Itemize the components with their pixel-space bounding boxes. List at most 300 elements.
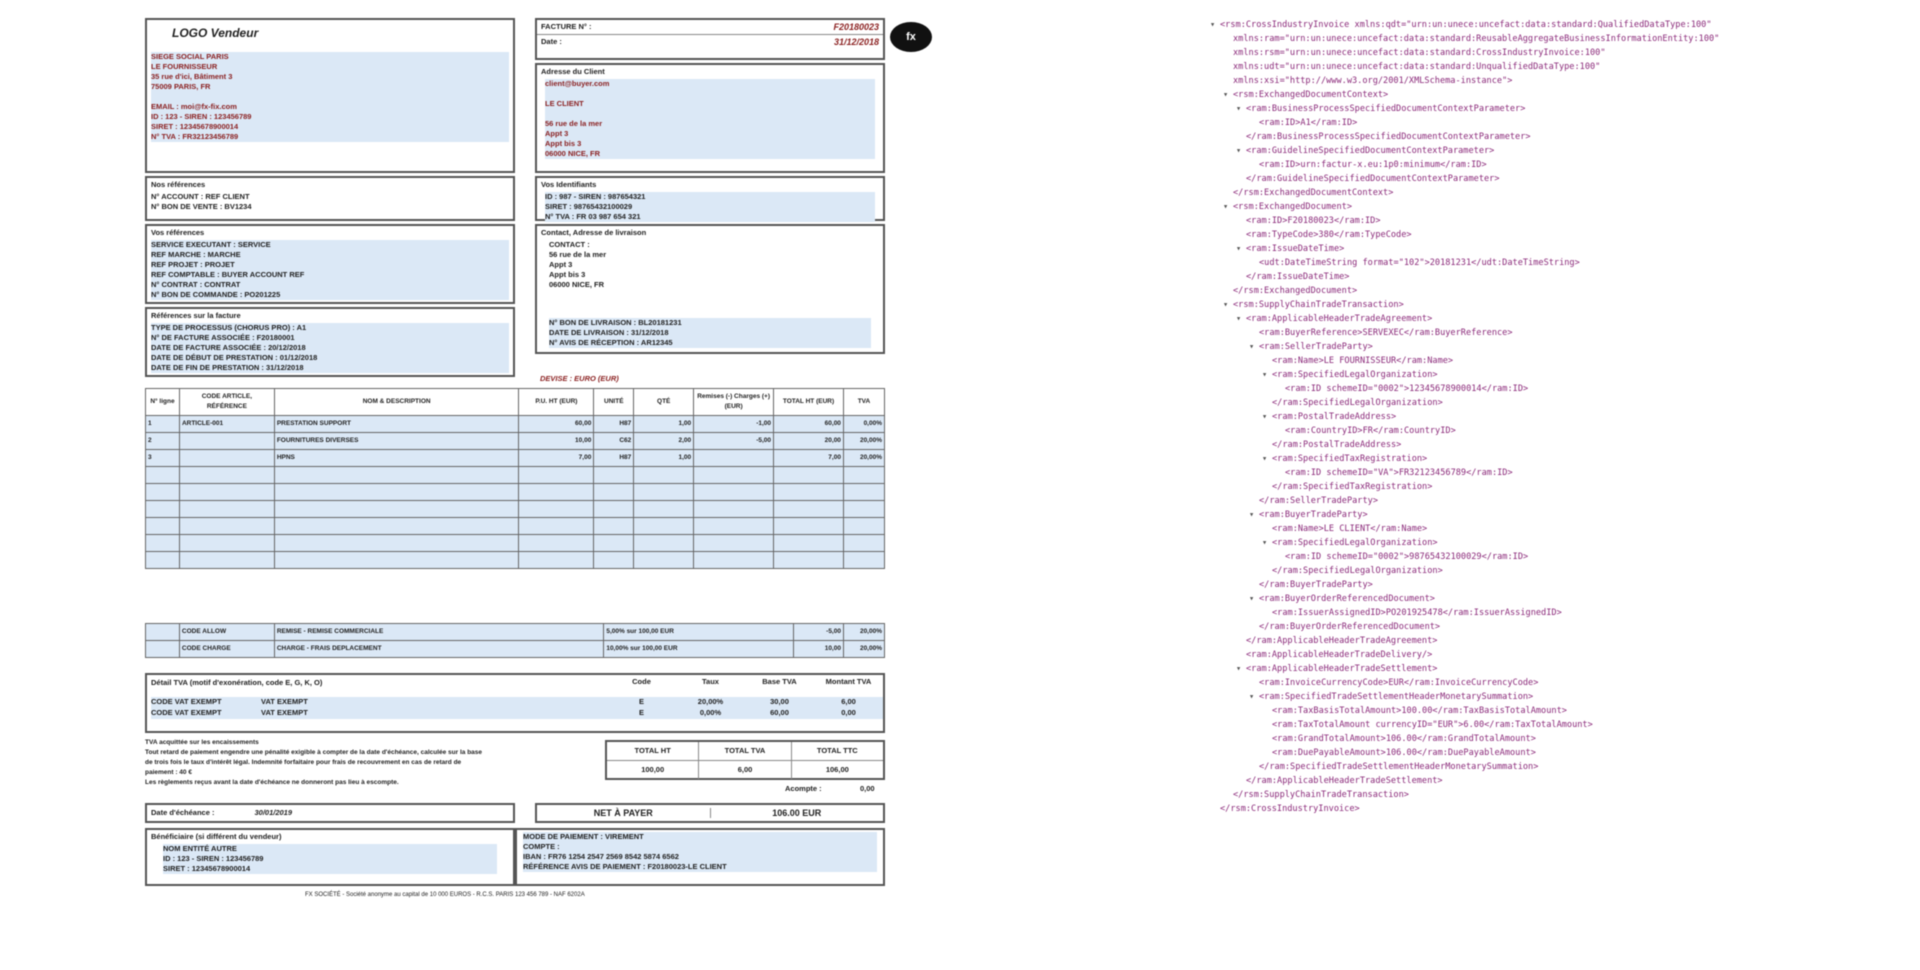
table-cell: 20,00: [774, 433, 844, 450]
xml-line-text: xmlns:rsm="urn:un:unece:uncefact:data:standard:CrossIndustryInvoice:100": [1233, 48, 1606, 58]
invoice-number: F20180023: [833, 22, 879, 32]
xml-line: [1210, 88, 1850, 102]
xml-line-text: <udt:DateTimeString format="102">20181231</udt:DateTimeString>: [1259, 258, 1580, 268]
xml-line-text: <ram:BusinessProcessSpecifiedDocumentContextParameter>: [1246, 104, 1526, 114]
lines-header-cell: TOTAL HT (EUR): [774, 389, 844, 416]
totals-value-cell: 100,00: [641, 765, 665, 774]
xml-line-text: xmlns:udt="urn:un:unece:uncefact:data:standard:UnqualifiedDataType:100": [1233, 62, 1601, 72]
vat-summary-headers: [607, 677, 883, 687]
client-ident-title: Vos Identifiants: [541, 180, 597, 189]
text-line: 56 rue de la mer: [545, 119, 875, 129]
text-line: ID : 987 - SIREN : 987654321: [545, 192, 875, 202]
text-line: LE CLIENT: [545, 99, 875, 109]
client-address-title: Adresse du Client: [541, 67, 605, 76]
xml-line: [1210, 718, 1850, 732]
table-cell: [594, 484, 634, 501]
text-line: RÉFÉRENCE AVIS DE PAIEMENT : F20180023-LE CLIENT: [523, 862, 877, 872]
text-line: SERVICE EXECUTANT : SERVICE: [151, 240, 509, 250]
lines-header-cell: QTÉ: [634, 389, 694, 416]
table-cell: [634, 552, 694, 569]
table-cell: [594, 467, 634, 484]
contact-details: [537, 240, 883, 290]
xml-line-text: <ram:ID schemeID="0002">12345678900014</ram:ID>: [1285, 384, 1529, 394]
xml-line-text: <ram:GuidelineSpecifiedDocumentContextParameter>: [1246, 146, 1495, 156]
xml-line-text: <ram:ID schemeID="VA">FR32123456789</ram:ID>: [1285, 468, 1513, 478]
table-cell: [634, 484, 694, 501]
xml-line-text: </ram:PostalTradeAddress>: [1272, 440, 1402, 450]
collapse-toggle-icon[interactable]: ▾: [1223, 90, 1229, 100]
xml-line: [1210, 550, 1850, 564]
contact-title: Contact, Adresse de livraison: [541, 228, 647, 237]
table-row: [146, 416, 885, 433]
xml-line-text: <rsm:ExchangedDocument>: [1233, 202, 1352, 212]
totals-header-cell: TOTAL HT: [634, 746, 671, 755]
text-line: DATE DE FIN DE PRESTATION : 31/12/2018: [151, 363, 509, 373]
table-cell: [594, 535, 634, 552]
table-cell: [774, 535, 844, 552]
vat-cell: 60,00: [745, 708, 814, 719]
xml-line: [1210, 788, 1850, 802]
text-line: N° BON DE COMMANDE : PO201225: [151, 290, 509, 300]
table-cell: [274, 484, 519, 501]
text-line: LE FOURNISSEUR: [151, 62, 509, 72]
table-cell: [146, 552, 180, 569]
table-cell: [274, 501, 519, 518]
xml-line: [1210, 340, 1850, 354]
table-cell: -5,00: [694, 433, 774, 450]
xml-line-text: <ram:TaxBasisTotalAmount>100.00</ram:TaxBasisTotalAmount>: [1272, 706, 1567, 716]
xml-line: [1210, 760, 1850, 774]
net-to-pay-box: [535, 803, 885, 823]
table-cell: 20,00%: [843, 624, 884, 641]
xml-line-text: <ram:BuyerTradeParty>: [1259, 510, 1368, 520]
table-cell: [843, 518, 884, 535]
collapse-toggle-icon[interactable]: ▾: [1249, 510, 1255, 520]
table-cell: 1,00: [634, 416, 694, 433]
table-cell: -1,00: [694, 416, 774, 433]
xml-line: [1210, 242, 1850, 256]
xml-line-text: </ram:BuyerOrderReferencedDocument>: [1259, 622, 1441, 632]
table-cell: [694, 518, 774, 535]
table-row: [146, 433, 885, 450]
currency-note: DEVISE : EURO (EUR): [540, 374, 619, 383]
table-cell: [179, 450, 274, 467]
table-cell: [179, 467, 274, 484]
xml-line: [1210, 410, 1850, 424]
table-cell: [146, 624, 180, 641]
buyer-refs-title: Vos références: [151, 228, 205, 237]
xml-line-text: <rsm:CrossIndustryInvoice xmlns:qdt="urn:un:unece:uncefact:data:standard:QualifiedDataType:100": [1220, 20, 1712, 30]
xml-line-text: <ram:GrandTotalAmount>106.00</ram:GrandTotalAmount>: [1272, 734, 1536, 744]
invoice-header: [535, 18, 885, 60]
payment-details: [517, 830, 883, 874]
xml-line-text: <ram:Name>LE CLIENT</ram:Name>: [1272, 524, 1428, 534]
xml-line: [1210, 172, 1850, 186]
collapse-toggle-icon[interactable]: ▾: [1262, 412, 1268, 422]
table-cell: [179, 484, 274, 501]
text-line: [545, 109, 875, 119]
text-line: client@buyer.com: [545, 79, 875, 89]
text-line: EMAIL : moi@fx-fix.com: [151, 102, 509, 112]
xml-line: [1210, 662, 1850, 676]
table-cell: REMISE - REMISE COMMERCIALE: [274, 624, 604, 641]
xml-line: [1210, 60, 1850, 74]
table-cell: [179, 501, 274, 518]
vat-cell: VAT EXEMPT: [261, 708, 607, 719]
xml-line-text: <ram:Name>LE FOURNISSEUR</ram:Name>: [1272, 356, 1454, 366]
xml-line: [1210, 522, 1850, 536]
table-cell: 7,00: [519, 450, 594, 467]
text-line: 35 rue d'ici, Bâtiment 3: [151, 72, 509, 82]
xml-line: [1210, 508, 1850, 522]
xml-line: [1210, 634, 1850, 648]
xml-line: [1210, 606, 1850, 620]
table-cell: [146, 535, 180, 552]
table-cell: 20,00%: [843, 450, 884, 467]
vat-row: [151, 708, 883, 719]
table-cell: [179, 552, 274, 569]
table-row: [146, 501, 885, 518]
totals-box: [605, 740, 885, 780]
collapse-toggle-icon[interactable]: ▾: [1249, 692, 1255, 702]
collapse-toggle-icon[interactable]: ▾: [1262, 538, 1268, 548]
invoice-refs: [147, 323, 513, 373]
xml-line: [1210, 102, 1850, 116]
xml-line: [1210, 256, 1850, 270]
table-cell: [519, 535, 594, 552]
table-cell: H87: [594, 450, 634, 467]
table-cell: 20,00%: [843, 433, 884, 450]
xml-line: [1210, 298, 1850, 312]
text-line: COMPTE :: [523, 842, 877, 852]
collapse-toggle-icon[interactable]: ▾: [1223, 202, 1229, 212]
text-line: [151, 92, 509, 102]
table-cell: HPNS: [274, 450, 519, 467]
xml-line: [1210, 620, 1850, 634]
xml-line-text: <ram:TaxTotalAmount currencyID="EUR">6.00</ram:TaxTotalAmount>: [1272, 720, 1593, 730]
xml-line-text: <ram:TypeCode>380</ram:TypeCode>: [1246, 230, 1412, 240]
lines-header-cell: N° ligne: [146, 389, 180, 416]
text-line: MODE DE PAIEMENT : VIREMENT: [523, 832, 877, 842]
collapse-toggle-icon[interactable]: ▾: [1236, 664, 1242, 674]
xml-line-text: </ram:SpecifiedLegalOrganization>: [1272, 398, 1443, 408]
table-cell: [843, 535, 884, 552]
text-line: TYPE DE PROCESSUS (CHORUS PRO) : A1: [151, 323, 509, 333]
client-identifiers: [537, 192, 883, 222]
xml-tree-view: [1210, 18, 1850, 878]
collapse-toggle-icon[interactable]: ▾: [1262, 370, 1268, 380]
xml-line: [1210, 74, 1850, 88]
xml-line-text: </ram:IssueDateTime>: [1246, 272, 1350, 282]
vat-header-cell: Base TVA: [762, 677, 797, 686]
text-line: N° DE FACTURE ASSOCIÉE : F20180001: [151, 333, 509, 343]
table-cell: [694, 535, 774, 552]
xml-line: [1210, 18, 1850, 32]
beneficiary-title: Bénéficiaire (si différent du vendeur): [151, 832, 282, 841]
table-cell: 1: [146, 416, 180, 433]
vat-cell: CODE VAT EXEMPT: [151, 697, 261, 708]
totals-value-cell: 106,00: [791, 761, 883, 779]
table-cell: [694, 552, 774, 569]
text-line: N° BON DE VENTE : BV1234: [151, 202, 252, 211]
text-line: CONTACT :: [549, 240, 590, 249]
text-line: REF PROJET : PROJET: [151, 260, 509, 270]
table-cell: [774, 552, 844, 569]
text-line: NOM ENTITÉ AUTRE: [163, 844, 497, 854]
xml-line: [1210, 396, 1850, 410]
vat-cell: 6,00: [814, 697, 883, 708]
table-cell: [694, 501, 774, 518]
table-cell: [774, 518, 844, 535]
xml-line-text: <ram:IssueDateTime>: [1246, 244, 1345, 254]
table-row: [146, 450, 885, 467]
lines-header-cell: UNITÉ: [594, 389, 634, 416]
xml-line: [1210, 158, 1850, 172]
table-cell: [274, 518, 519, 535]
collapse-toggle-icon[interactable]: ▾: [1236, 244, 1242, 254]
xml-line-text: </ram:ApplicableHeaderTradeAgreement>: [1246, 636, 1438, 646]
table-cell: [519, 552, 594, 569]
text-line: SIEGE SOCIAL PARIS: [151, 52, 509, 62]
totals-value-cell: 6,00: [698, 761, 790, 779]
text-line: N° TVA : FR32123456789: [151, 132, 509, 142]
table-cell: [274, 535, 519, 552]
text-line: ID : 123 - SIREN : 123456789: [163, 854, 497, 864]
table-row: [146, 518, 885, 535]
table-cell: -5,00: [794, 624, 844, 641]
seller-refs: [147, 192, 513, 212]
table-cell: PRESTATION SUPPORT: [274, 416, 519, 433]
xml-line: [1210, 704, 1850, 718]
collapse-toggle-icon[interactable]: ▾: [1236, 314, 1242, 324]
text-line: N° BON DE LIVRAISON : BL20181231: [549, 318, 871, 328]
xml-line-text: <ram:DuePayableAmount>106.00</ram:DuePayableAmount>: [1272, 748, 1536, 758]
table-cell: [774, 484, 844, 501]
xml-line: [1210, 368, 1850, 382]
table-cell: [146, 467, 180, 484]
table-cell: [634, 467, 694, 484]
totals-header-cell: TOTAL TVA: [698, 742, 790, 760]
table-cell: 3: [146, 450, 180, 467]
text-line: Tout retard de paiement engendre une pénalité exigible à compter de la date d'échéance, calculée sur la base: [145, 749, 483, 756]
xml-line: [1210, 312, 1850, 326]
table-cell: [519, 501, 594, 518]
totals-header-cell: TOTAL TTC: [791, 742, 883, 760]
table-cell: 2,00: [634, 433, 694, 450]
net-to-pay-value: 106.00 EUR: [710, 808, 884, 818]
xml-line: [1210, 200, 1850, 214]
lines-header-cell: NOM & DESCRIPTION: [274, 389, 519, 416]
client-address-box: [535, 63, 885, 173]
xml-line: [1210, 228, 1850, 242]
invoice-date: 31/12/2018: [833, 37, 879, 47]
client-ident-box: [535, 176, 885, 221]
text-line: N° ACCOUNT : REF CLIENT: [151, 192, 250, 201]
xml-line-text: <ram:ID>urn:factur-x.eu:1p0:minimum</ram:ID>: [1259, 160, 1487, 170]
xml-line-text: <ram:CountryID>FR</ram:CountryID>: [1285, 426, 1456, 436]
invoice-refs-title: Références sur la facture: [151, 311, 241, 320]
lines-header-cell: TVA: [843, 389, 884, 416]
xml-line-text: </rsm:ExchangedDocument>: [1233, 286, 1358, 296]
allowance-row: [146, 624, 885, 641]
vat-row: [151, 697, 883, 708]
vat-summary-rows: [151, 697, 883, 719]
buyer-refs-box: [145, 224, 515, 304]
vat-cell: E: [607, 708, 676, 719]
table-cell: [774, 501, 844, 518]
invoice-document: [145, 18, 935, 908]
table-cell: 2: [146, 433, 180, 450]
vat-header-cell: Taux: [702, 677, 719, 686]
xml-line-text: <rsm:ExchangedDocumentContext>: [1233, 90, 1389, 100]
xml-line-text: </ram:SpecifiedLegalOrganization>: [1272, 566, 1443, 576]
xml-line-text: <ram:ID schemeID="0002">98765432100029</ram:ID>: [1285, 552, 1529, 562]
text-line: TVA acquittée sur les encaissements: [145, 739, 259, 746]
text-line: de trois fois le taux d'intérêt légal. Indemnité forfaitaire pour frais de recouvrement en cas de retard de: [145, 759, 462, 766]
collapse-toggle-icon[interactable]: ▾: [1210, 20, 1216, 30]
xml-line-text: <rsm:SupplyChainTradeTransaction>: [1233, 300, 1404, 310]
seller-refs-box: [145, 176, 515, 221]
table-row: [146, 535, 885, 552]
fx-logo: fx: [890, 22, 932, 52]
lines-header-cell: Remises (-) Charges (+) (EUR): [694, 389, 774, 416]
collapse-toggle-icon[interactable]: ▾: [1223, 300, 1229, 310]
vat-header-cell: Montant TVA: [825, 677, 872, 686]
xml-line: [1210, 480, 1850, 494]
seller-box: [145, 18, 515, 173]
deposit-value: 0,00: [860, 784, 875, 793]
table-cell: 60,00: [519, 416, 594, 433]
table-cell: [179, 535, 274, 552]
xml-line: [1210, 564, 1850, 578]
xml-line-text: </ram:SpecifiedTaxRegistration>: [1272, 482, 1433, 492]
invoice-refs-box: [145, 307, 515, 377]
xml-line: [1210, 494, 1850, 508]
xml-line-text: xmlns:ram="urn:un:unece:uncefact:data:standard:ReusableAggregateBusinessInformationEntity:100": [1233, 34, 1720, 44]
vat-summary-title: Détail TVA (motif d'exonération, code E, G, K, O): [151, 678, 323, 687]
seller-details: [147, 50, 513, 144]
table-cell: CODE CHARGE: [179, 641, 274, 658]
xml-line-text: <ram:SpecifiedTradeSettlementHeaderMonetarySummation>: [1259, 692, 1534, 702]
totals-headers: [607, 742, 883, 761]
table-cell: 1,00: [634, 450, 694, 467]
table-cell: H87: [594, 416, 634, 433]
text-line: [545, 89, 875, 99]
table-cell: [179, 518, 274, 535]
table-cell: 5,00% sur 100,00 EUR: [604, 624, 794, 641]
text-line: Appt 3: [545, 129, 875, 139]
table-cell: [774, 467, 844, 484]
table-cell: [843, 552, 884, 569]
xml-line: [1210, 32, 1850, 46]
table-cell: [179, 433, 274, 450]
xml-line-text: <ram:ID>A1</ram:ID>: [1259, 118, 1358, 128]
table-cell: [274, 467, 519, 484]
xml-line-text: <ram:ApplicableHeaderTradeDelivery/>: [1246, 650, 1433, 660]
xml-line: [1210, 130, 1850, 144]
text-line: 75009 PARIS, FR: [151, 82, 509, 92]
xml-line-text: </ram:GuidelineSpecifiedDocumentContextParameter>: [1246, 174, 1500, 184]
xml-line: [1210, 648, 1850, 662]
xml-line-text: xmlns:xsi="http://www.w3.org/2001/XMLSchema-instance">: [1233, 76, 1513, 86]
table-cell: C62: [594, 433, 634, 450]
table-cell: CHARGE - FRAIS DEPLACEMENT: [274, 641, 604, 658]
vat-cell: CODE VAT EXEMPT: [151, 708, 261, 719]
xml-line-text: </rsm:ExchangedDocumentContext>: [1233, 188, 1394, 198]
xml-line-text: <ram:ID>F20180023</ram:ID>: [1246, 216, 1381, 226]
xml-line: [1210, 270, 1850, 284]
xml-line: [1210, 690, 1850, 704]
table-cell: [594, 501, 634, 518]
vendor-logo: LOGO Vendeur: [172, 26, 259, 40]
table-cell: [146, 641, 180, 658]
table-cell: [634, 535, 694, 552]
collapse-toggle-icon[interactable]: ▾: [1236, 104, 1242, 114]
text-line: REF MARCHE : MARCHE: [151, 250, 509, 260]
table-cell: [694, 450, 774, 467]
collapse-toggle-icon[interactable]: ▾: [1262, 454, 1268, 464]
xml-line-text: <ram:InvoiceCurrencyCode>EUR</ram:InvoiceCurrencyCode>: [1259, 678, 1539, 688]
xml-line-text: <ram:PostalTradeAddress>: [1272, 412, 1397, 422]
table-cell: [694, 484, 774, 501]
xml-line-text: <ram:ApplicableHeaderTradeSettlement>: [1246, 664, 1438, 674]
lines-header-cell: CODE ARTICLE, RÉFÉRENCE: [179, 389, 274, 416]
table-cell: [594, 552, 634, 569]
text-line: REF COMPTABLE : BUYER ACCOUNT REF: [151, 270, 509, 280]
text-line: Appt bis 3: [549, 270, 586, 279]
table-cell: [519, 518, 594, 535]
xml-line: [1210, 746, 1850, 760]
table-cell: [634, 501, 694, 518]
vat-header-cell: Code: [632, 677, 651, 686]
table-cell: 10,00: [794, 641, 844, 658]
text-line: IBAN : FR76 1254 2547 2569 8542 5874 6562: [523, 852, 877, 862]
beneficiary-box: [145, 828, 515, 886]
delivery-details: [537, 318, 883, 348]
allowance-row: [146, 641, 885, 658]
vat-cell: 30,00: [745, 697, 814, 708]
xml-line-text: </ram:SellerTradeParty>: [1259, 496, 1378, 506]
xml-line: [1210, 466, 1850, 480]
collapse-toggle-icon[interactable]: ▾: [1249, 594, 1255, 604]
xml-line: [1210, 424, 1850, 438]
collapse-toggle-icon[interactable]: ▾: [1236, 146, 1242, 156]
xml-line: [1210, 326, 1850, 340]
table-cell: [146, 484, 180, 501]
text-line: N° TVA : FR 03 987 654 321: [545, 212, 875, 222]
table-cell: 10,00% sur 100,00 EUR: [604, 641, 794, 658]
invoice-date-label: Date :: [541, 37, 562, 46]
xml-line: [1210, 116, 1850, 130]
deposit-label: Acompte :: [785, 784, 822, 793]
text-line: 56 rue de la mer: [549, 250, 607, 259]
table-cell: 10,00: [519, 433, 594, 450]
table-cell: [519, 484, 594, 501]
xml-line-text: </ram:SpecifiedTradeSettlementHeaderMonetarySummation>: [1259, 762, 1539, 772]
xml-line-text: <ram:IssuerAssignedID>PO201925478</ram:IssuerAssignedID>: [1272, 608, 1562, 618]
collapse-toggle-icon[interactable]: ▾: [1249, 342, 1255, 352]
table-cell: [146, 501, 180, 518]
payment-box: [515, 828, 885, 886]
table-cell: CODE ALLOW: [179, 624, 274, 641]
xml-line: [1210, 732, 1850, 746]
invoice-lines-table: [145, 388, 885, 569]
table-cell: [274, 552, 519, 569]
table-cell: [694, 467, 774, 484]
xml-line: [1210, 214, 1850, 228]
xml-line: [1210, 438, 1850, 452]
xml-line-text: </ram:BuyerTradeParty>: [1259, 580, 1373, 590]
